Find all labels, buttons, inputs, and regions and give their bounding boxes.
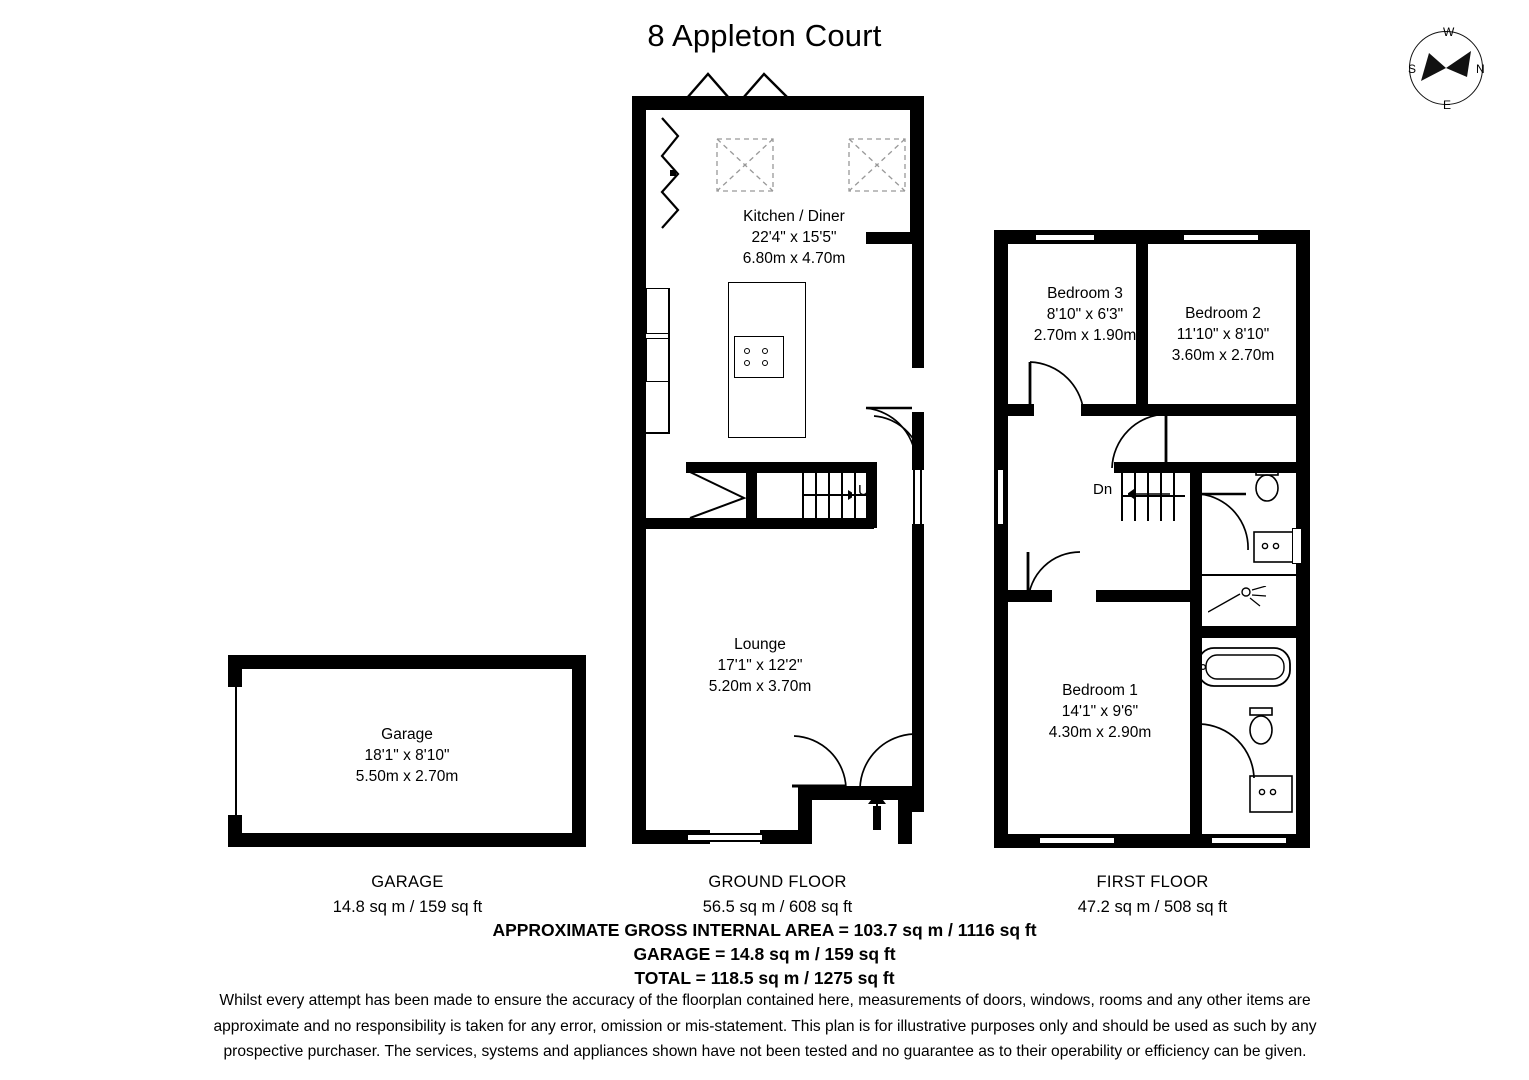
garage-wall-left-lower <box>228 815 242 847</box>
room-label-lounge <box>645 634 875 697</box>
bathroom-toilet-icon <box>1242 706 1284 750</box>
kitchen-counter-run <box>668 288 670 434</box>
gf-wall-right-upper <box>910 96 924 232</box>
room-label-kitchen <box>679 206 909 269</box>
compass-rose <box>1402 24 1490 112</box>
kitchen-imperial: 22'4" x 15'5" <box>751 229 837 246</box>
kitchen-sink-unit <box>646 288 670 334</box>
stairs-down-label: Dn <box>1093 481 1113 498</box>
bedroom2-imperial: 11'10" x 8'10" <box>1176 326 1270 343</box>
room-label-garage <box>292 724 522 787</box>
bedroom3-metric: 2.70m x 1.90m <box>1033 327 1137 344</box>
caption-garage <box>295 870 520 920</box>
garage-wall-top <box>228 655 586 669</box>
gf-front-door-arc-icon <box>854 728 916 790</box>
wc-divider-line <box>1202 574 1296 576</box>
ff-door-bed1-icon <box>1024 550 1084 608</box>
ff-wall-bath-top <box>1190 626 1296 638</box>
disclaimer-line-1: Whilst every attempt has been made to ensure the accuracy of the floorplan contained here, measurements of doors, windows, rooms and any other items are <box>219 992 1311 1009</box>
stairs-up-arrow-icon <box>812 488 852 502</box>
caption-ground-floor <box>665 870 890 920</box>
gf-wall-lounge-top <box>757 518 874 529</box>
compass-label-e: E <box>1443 98 1452 112</box>
caption-first-area: 47.2 sq m / 508 sq ft <box>1077 898 1228 916</box>
wc-vanity-edge <box>1292 528 1302 564</box>
ff-window-bed3-top <box>1036 233 1094 242</box>
gf-wall-porch-right <box>898 786 912 844</box>
ff-wall-bed2-lower-stub <box>1236 404 1296 416</box>
bedroom1-name: Bedroom 1 <box>1062 682 1138 699</box>
garage-metric: 5.50m x 2.70m <box>355 768 459 785</box>
bedroom2-name: Bedroom 2 <box>1185 305 1261 322</box>
area-totals <box>0 918 1529 990</box>
compass-label-s: S <box>1408 62 1417 76</box>
stairs-down-arrow-icon <box>1128 487 1170 501</box>
compass-needle-icon <box>1409 31 1483 105</box>
ff-window-bed2-top <box>1184 233 1258 242</box>
bedroom2-metric: 3.60m x 2.70m <box>1171 347 1275 364</box>
bifold-door-top-icon <box>660 58 792 110</box>
ff-wall-wc-left <box>1190 462 1202 492</box>
caption-garage-title: GARAGE <box>371 873 444 891</box>
lounge-imperial: 17'1" x 12'2" <box>717 657 803 674</box>
garage-imperial: 18'1" x 8'10" <box>364 747 450 764</box>
kitchen-sink-bowl <box>646 338 670 382</box>
disclaimer-text <box>105 988 1425 1065</box>
bathtub-icon <box>1196 644 1292 690</box>
disclaimer-line-3: prospective purchaser. The services, systems and appliances shown have not been tested and no guarantee as to their operability or efficiency can be given. <box>223 1043 1307 1060</box>
skylight-right-icon <box>848 138 906 192</box>
bedroom3-imperial: 8'10" x 6'3" <box>1046 306 1124 323</box>
lounge-name: Lounge <box>734 636 786 653</box>
ff-wall-bed1-top-2 <box>1096 590 1202 602</box>
page-title: 8 Appleton Court <box>647 18 882 53</box>
gf-wall-left <box>632 96 646 844</box>
garage-wall-bottom <box>228 833 586 847</box>
total-gross-internal: APPROXIMATE GROSS INTERNAL AREA = 103.7 sq m / 1116 sq ft <box>492 920 1037 940</box>
front-entry-arrow-icon <box>866 792 888 830</box>
kitchen-name: Kitchen / Diner <box>743 208 845 225</box>
kitchen-metric: 6.80m x 4.70m <box>742 250 846 267</box>
kitchen-hob-burners <box>742 346 776 370</box>
stairs-up-label: Up <box>858 482 878 499</box>
gf-door-lounge-hall-icon <box>788 730 850 792</box>
caption-ground-title: GROUND FLOOR <box>708 873 847 891</box>
gf-door-kitchen-hall-icon <box>872 414 928 472</box>
ff-window-bed1-bottom <box>1040 836 1114 845</box>
garage-door-opening <box>235 687 237 815</box>
total-overall: TOTAL = 118.5 sq m / 1275 sq ft <box>634 968 895 988</box>
ff-window-bath-bottom <box>1212 836 1286 845</box>
ff-door-wc-icon <box>1196 492 1252 554</box>
bedroom1-imperial: 14'1" x 9'6" <box>1061 703 1139 720</box>
caption-garage-area: 14.8 sq m / 159 sq ft <box>332 898 483 916</box>
lounge-metric: 5.20m x 3.70m <box>708 678 812 695</box>
bedroom3-name: Bedroom 3 <box>1047 285 1123 302</box>
ff-window-landing-left <box>996 470 1005 524</box>
skylight-left-icon <box>716 138 774 192</box>
compass-label-n: N <box>1476 62 1485 76</box>
ff-door-bed2-icon <box>1108 412 1170 472</box>
caption-ground-area: 56.5 sq m / 608 sq ft <box>702 898 853 916</box>
bathroom-basin-icon <box>1248 774 1296 816</box>
ff-door-bed3-icon <box>1026 358 1088 420</box>
garage-wall-left-upper <box>228 655 242 687</box>
garage-name: Garage <box>381 726 433 743</box>
gf-wall-hall-right <box>912 232 924 360</box>
garage-wall-right <box>572 655 586 847</box>
bedroom1-metric: 4.30m x 2.90m <box>1048 724 1152 741</box>
shower-head-icon <box>1208 586 1272 622</box>
total-garage: GARAGE = 14.8 sq m / 159 sq ft <box>633 944 896 964</box>
wc-toilet-icon <box>1248 466 1288 506</box>
caption-first-floor <box>1040 870 1265 920</box>
compass-label-w: W <box>1443 25 1455 39</box>
room-label-bedroom2 <box>1135 303 1311 366</box>
disclaimer-line-2: approximate and no responsibility is taken for any error, omission or mis-statement. This plan is for illustrative purposes only and should be used as such by any <box>213 1017 1317 1035</box>
gf-wall-hall-right-2 <box>912 356 924 368</box>
gf-wall-right-lounge <box>912 524 924 704</box>
gf-window-lounge-bottom <box>688 833 762 842</box>
kitchen-counter-run-bottom <box>646 432 670 434</box>
caption-first-title: FIRST FLOOR <box>1096 873 1209 891</box>
gf-window-hall <box>913 470 922 524</box>
understairs-door-icon <box>686 468 750 524</box>
room-label-bedroom1 <box>1015 680 1185 743</box>
